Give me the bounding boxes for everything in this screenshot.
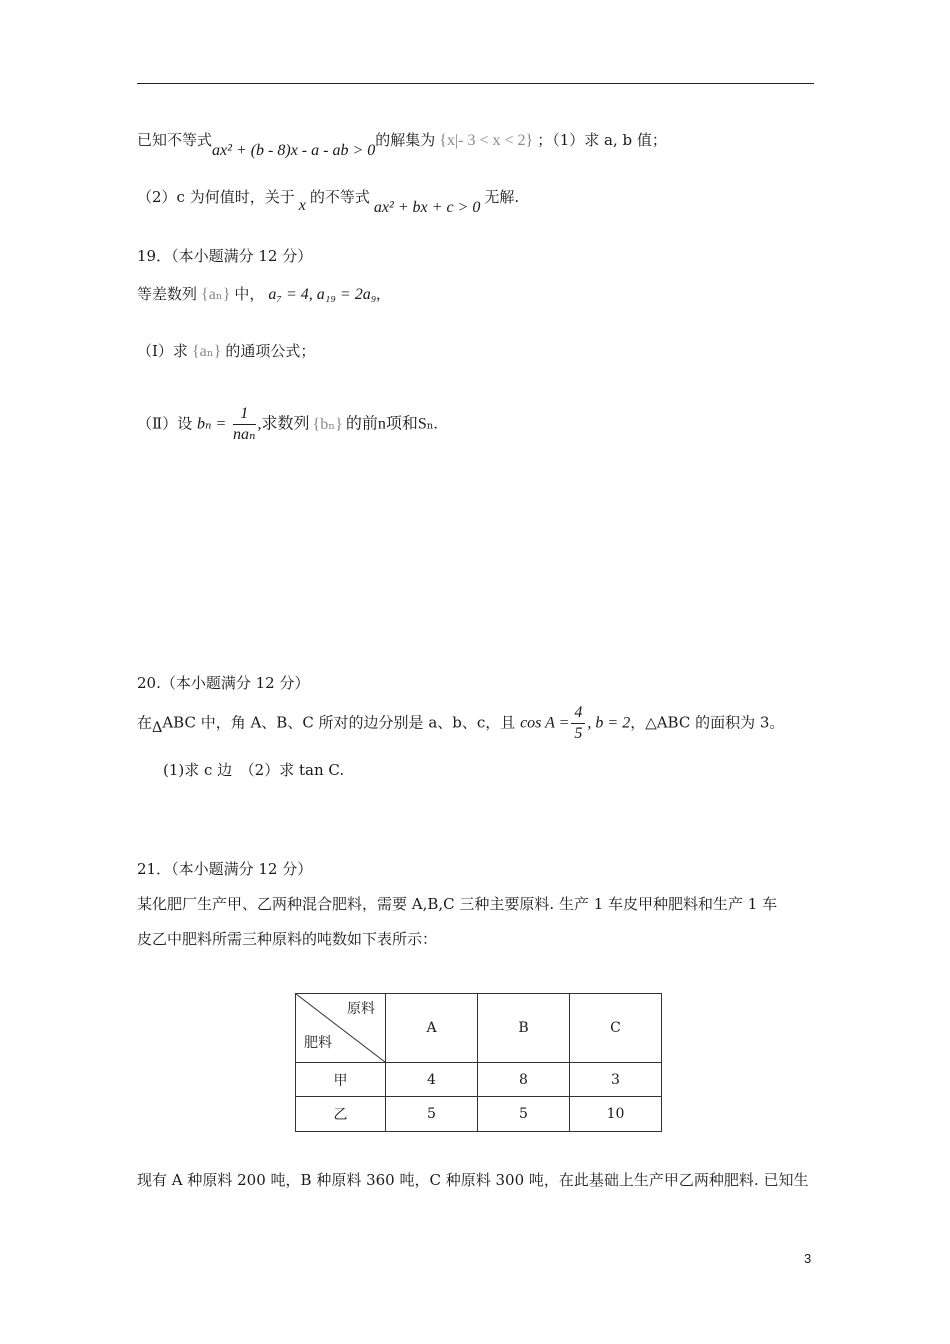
q20-parts: (1)求 c 边 （2）求 tan C. bbox=[163, 761, 345, 779]
col-header: A bbox=[386, 994, 478, 1063]
q21-line1: 某化肥厂生产甲、乙两种混合肥料，需要 A,B,C 三种主要原料. 生产 1 车皮甲种肥料和生产 1 车 bbox=[137, 895, 778, 913]
table-cell: 4 bbox=[386, 1063, 478, 1097]
q20-header: 20.（本小题满分 12 分） bbox=[137, 674, 310, 692]
row-header: 乙 bbox=[296, 1097, 386, 1132]
q21-line2: 皮乙中肥料所需三种原料的吨数如下表所示： bbox=[137, 930, 438, 948]
corner-bottom-label: 肥料 bbox=[304, 1035, 332, 1051]
header-rule bbox=[137, 83, 814, 84]
table-cell: 10 bbox=[570, 1097, 662, 1132]
q19-line1: 等差数列 {aₙ} 中， a₇ = 4, a₁₉ = 2a₉, bbox=[137, 285, 381, 303]
table-cell: 8 bbox=[478, 1063, 570, 1097]
table-cell: 5 bbox=[386, 1097, 478, 1132]
col-header: B bbox=[478, 994, 570, 1063]
corner-top-label: 原料 bbox=[347, 1001, 375, 1017]
q18-line1: 已知不等式ax² + (b - 8)x - a - ab > 0的解集为 {x|- 3 < x < 2} ；（1）求 a, b 值； bbox=[137, 131, 667, 159]
q21-header: 21．（本小题满分 12 分） bbox=[137, 860, 313, 878]
table-row bbox=[296, 1063, 662, 1097]
row-header: 甲 bbox=[296, 1063, 386, 1097]
q21-line3: 现有 A 种原料 200 吨，B 种原料 360 吨，C 种原料 300 吨，在此基础上生产甲乙两种肥料. 已知生 bbox=[137, 1171, 809, 1189]
table-cell: 5 bbox=[478, 1097, 570, 1132]
q19-part1: （Ⅰ）求 {aₙ} 的通项公式； bbox=[137, 342, 316, 360]
q18-line2: （2）c 为何值时，关于 x 的不等式ax² + bx + c > 0无解. bbox=[137, 188, 520, 216]
q19-header: 19．（本小题满分 12 分） bbox=[137, 247, 313, 265]
q19-part2: （Ⅱ）设 bₙ = $\frac{1}{\text{naₙ}}$ ,求数列 {bₙ} 的前n项和Sₙ. bbox=[137, 405, 438, 443]
q20-line1: 在ΔABC 中，角 A、B、C 所对的边分别是 a、b、c，且 cos A = $\frac{4}{5}$ , b = 2，△ABC 的面积为 3。 bbox=[137, 704, 785, 742]
table-cell: 3 bbox=[570, 1063, 662, 1097]
col-header: C bbox=[570, 994, 662, 1063]
table-row bbox=[296, 1097, 662, 1132]
table-corner-cell bbox=[296, 994, 386, 1063]
page-number: 3 bbox=[804, 1251, 812, 1266]
materials-table bbox=[295, 993, 662, 1132]
